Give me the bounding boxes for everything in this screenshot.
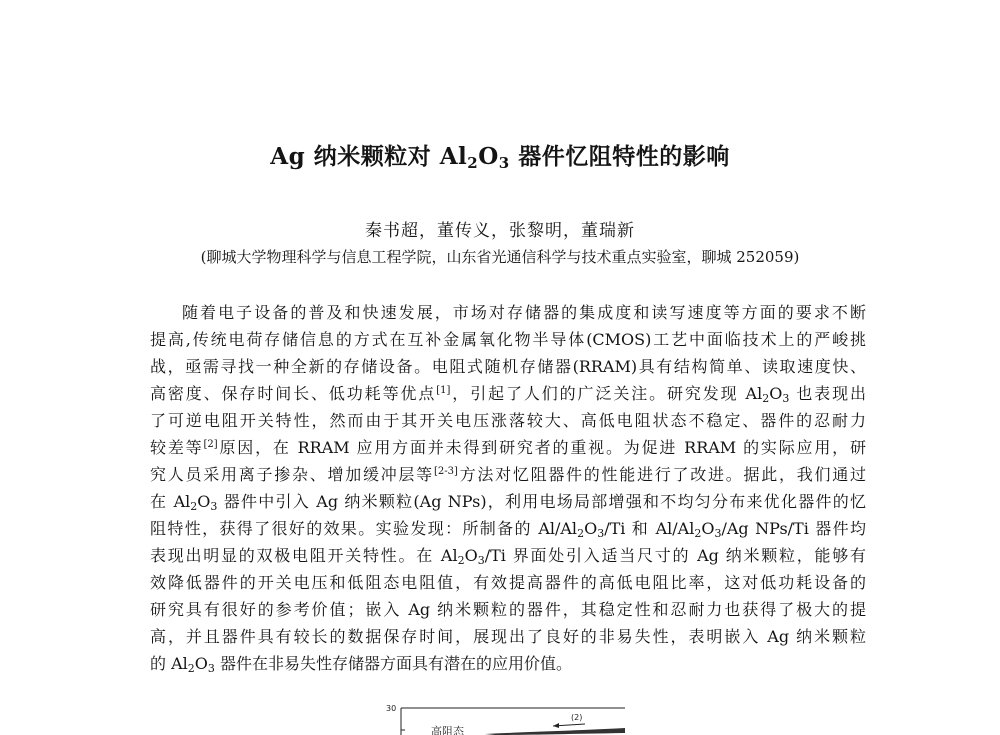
figure-partial <box>385 700 625 735</box>
paper-authors: 秦书超，董传义，张黎明，董瑞新 <box>365 221 635 241</box>
citation-ref: [1] <box>436 385 451 396</box>
curve-annotation: (2) <box>571 713 583 722</box>
body-line-7: 究人员采用离子掺杂、增加缓冲层等[2-3]方法对忆阻器件的性能进行了改进。据此，我们通过 <box>150 465 866 484</box>
body-line-1: 随着电子设备的普及和快速发展，市场对存储器的集成度和读写速度等方面的要求不断 <box>182 303 866 322</box>
body-line-8: 在 $Al_2O_3$ 器件中引入 Ag 纳米颗粒(Ag NPs)，利用电场局部增强和不均匀分布来优化器件的忆 <box>150 492 866 513</box>
citation-ref: [2-3] <box>433 466 458 477</box>
body-line-6: 较差等[2]原因，在 RRAM 应用方面并未得到研究者的重视。为促进 RRAM 的实际应用，研 <box>150 438 866 457</box>
y-tick-label: 30 <box>386 704 397 713</box>
body-line-2: 提高,传统电荷存储信息的方式在互补金属氧化物半导体(CMOS)工艺中面临技术上的严峻挑 <box>150 330 866 349</box>
body-line-12: 研究具有很好的参考价值；嵌入 Ag 纳米颗粒的器件，其稳定性和忍耐力也获得了极大的提 <box>150 600 866 619</box>
body-line-10: 表现出明显的双极电阻开关特性。在 $Al_2O_3/Ti$ 界面处引入适当尺寸的 Ag 纳米颗粒，能够有 <box>150 546 866 567</box>
body-line-5: 了可逆电阻开关特性，然而由于其开关电压涨落较大、高低电阻状态不稳定、器件的忍耐力 <box>150 411 866 430</box>
title-text-1: Ag 纳米颗粒对 Al <box>270 143 468 170</box>
legend-fragment: 高阻态 <box>431 725 464 735</box>
title-subscript-2: 3 <box>498 154 510 172</box>
body-line-13: 高，并且器件具有较长的数据保存时间，展现出了良好的非易失性，表明嵌入 Ag 纳米颗粒 <box>150 627 866 646</box>
body-line-11: 效降低器件的开关电压和低阻态电阻值，有效提高器件的高低电阻比率，这对低功耗设备的 <box>150 573 866 592</box>
title-text-3: 器件忆阻特性的影响 <box>509 143 730 170</box>
body-line-4: 高密度、保存时间长、低功耗等优点[1]，引起了人们的广泛关注。研究发现 $Al_2O_3$ 也表现出 <box>150 384 866 405</box>
body-line-14: 的 $Al_2O_3$ 器件在非易失性存储器方面具有潜在的应用价值。 <box>150 654 572 675</box>
paper-title <box>0 138 1000 171</box>
citation-ref: [2] <box>203 439 218 450</box>
title-subscript-1: 2 <box>467 154 479 172</box>
data-curve <box>485 728 625 735</box>
body-line-9: 阻特性，获得了很好的效果。实验发现：所制备的 $Al/Al_2O_3/Ti$ 和 $Al/Al_2O_3/Ag$ NPs/Ti 器件均 <box>150 519 867 540</box>
title-text-2: O <box>478 143 499 170</box>
body-line-3: 战，亟需寻找一种全新的存储设备。电阻式随机存储器(RRAM)具有结构简单、读取速度快、 <box>150 357 866 376</box>
abstract-body <box>150 299 866 677</box>
paper-affiliation: (聊城大学物理科学与信息工程学院，山东省光通信科学与技术重点实验室，聊城 252059) <box>200 248 800 266</box>
figure-svg <box>385 700 625 735</box>
